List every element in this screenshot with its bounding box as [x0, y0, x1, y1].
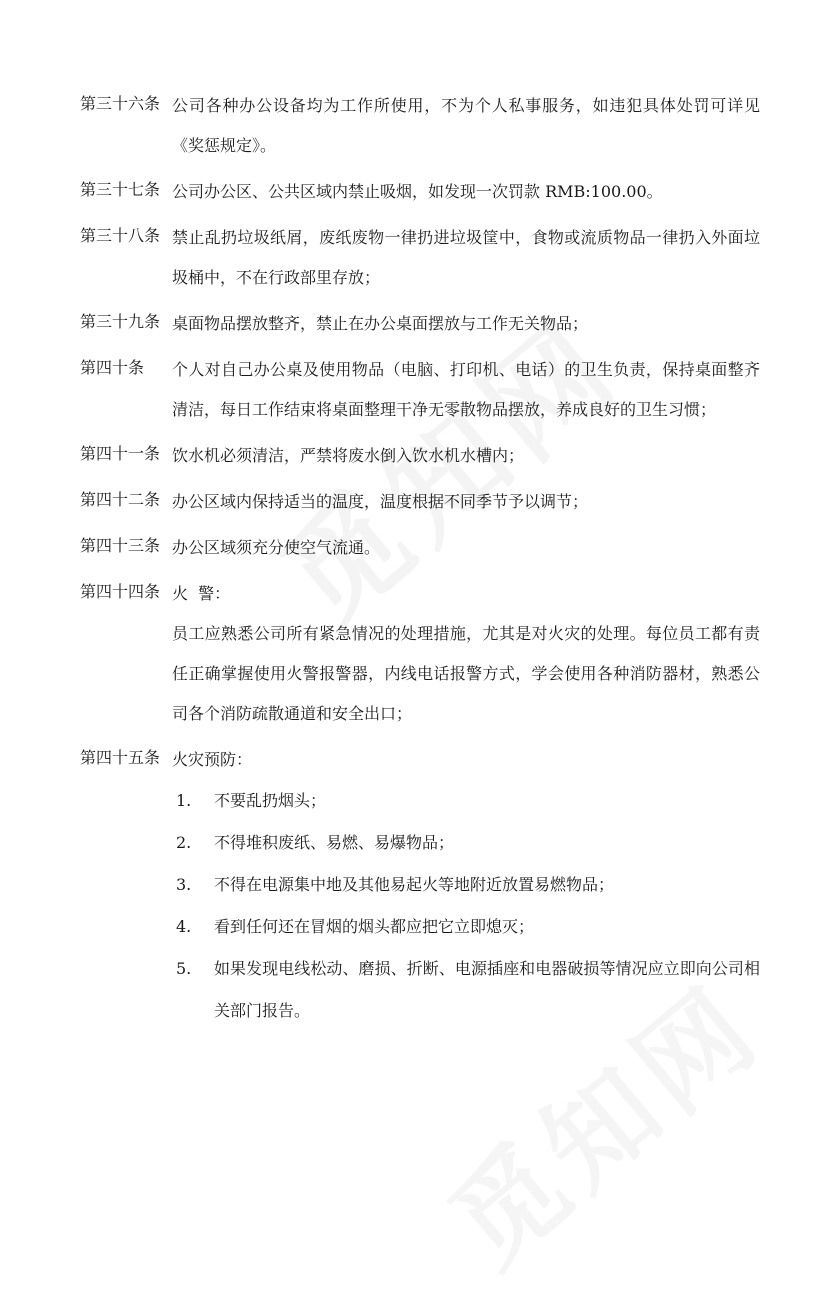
article-text: 办公区域内保持适当的温度，温度根据不同季节予以调节； [172, 492, 589, 511]
article-40 [80, 350, 760, 430]
article-36 [80, 86, 760, 166]
list-number: 4. [176, 917, 192, 936]
article-number: 第四十四条 [80, 582, 161, 601]
list-number: 5. [176, 959, 192, 978]
article-38 [80, 218, 760, 298]
article-number: 第四十条 [80, 358, 145, 377]
article-text: 个人对自己办公桌及使用物品（电脑、打印机、电话）的卫生负责，保持桌面整齐清洁，每日工作结束将桌面整理干净无零散物品摆放，养成良好的卫生习惯； [172, 360, 760, 419]
article-43 [80, 528, 760, 568]
article-text: 公司各种办公设备均为工作所使用，不为个人私事服务，如违犯具体处罚可详见《奖惩规定》。 [172, 96, 760, 155]
list-text: 如果发现电线松动、磨损、折断、电源插座和电器破损等情况应立即向公司相关部门报告。 [214, 959, 760, 1020]
fire-prevention-list [176, 780, 760, 1032]
list-number: 2. [176, 833, 192, 852]
list-number: 3. [176, 875, 192, 894]
list-text: 不要乱扔烟头； [214, 791, 327, 810]
article-text: 办公区域须充分使空气流通。 [172, 538, 381, 557]
article-heading: 火灾预防： [172, 750, 253, 769]
list-text: 不得堆积废纸、易燃、易爆物品； [214, 833, 455, 852]
fire-alarm-paragraph: 员工应熟悉公司所有紧急情况的处理措施，尤其是对火灾的处理。每位员工都有责任正确掌握使用火警报警器，内线电话报警方式，学会使用各种消防器材，熟悉公司各个消防疏散通道和安全出口； [172, 624, 760, 723]
article-45 [80, 740, 760, 780]
article-text: 公司办公区、公共区域内禁止吸烟，如发现一次罚款 RMB:100.00。 [172, 182, 663, 201]
list-text: 看到任何还在冒烟的烟头都应把它立即熄灭； [214, 917, 535, 936]
list-item [176, 906, 760, 948]
article-number: 第三十九条 [80, 312, 161, 331]
article-number: 第四十二条 [80, 490, 161, 509]
article-text: 饮水机必须清洁，严禁将废水倒入饮水机水槽内； [172, 446, 525, 465]
list-item [176, 780, 760, 822]
article-41 [80, 436, 760, 476]
article-39 [80, 304, 760, 344]
article-44 [80, 574, 760, 614]
list-item [176, 864, 760, 906]
list-item [176, 948, 760, 1032]
article-42 [80, 482, 760, 522]
list-item [176, 822, 760, 864]
article-number: 第四十三条 [80, 536, 161, 555]
article-number: 第四十五条 [80, 748, 161, 767]
article-37 [80, 172, 760, 212]
article-number: 第三十六条 [80, 94, 161, 113]
list-number: 1. [176, 791, 192, 810]
article-text: 桌面物品摆放整齐，禁止在办公桌面摆放与工作无关物品； [172, 314, 589, 333]
article-number: 第四十一条 [80, 444, 161, 463]
document-page [80, 86, 760, 1032]
article-text: 禁止乱扔垃圾纸屑，废纸废物一律扔进垃圾筐中，食物或流质物品一律扔入外面垃圾桶中，不在行政部里存放； [172, 228, 760, 287]
article-number: 第三十八条 [80, 226, 161, 245]
article-heading: 火 警： [172, 584, 231, 603]
article-number: 第三十七条 [80, 180, 161, 199]
list-text: 不得在电源集中地及其他易起火等地附近放置易燃物品； [214, 875, 615, 894]
